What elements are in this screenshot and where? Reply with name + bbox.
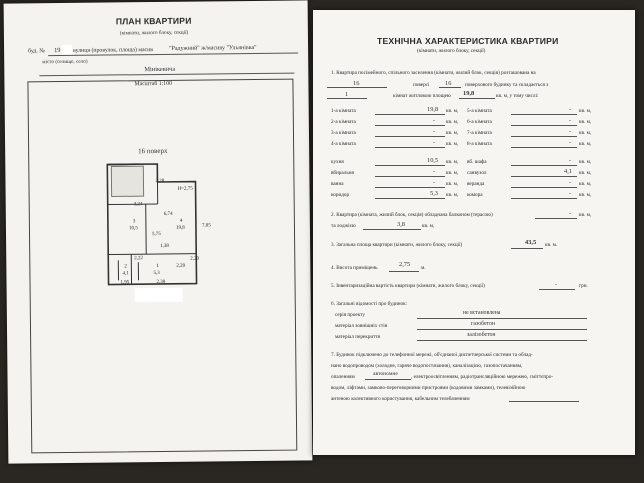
plan-dim: 1,95 [120,280,130,286]
street-label: вулиця (провулок, площа) масив [73,47,153,54]
aux-label: санвузол [467,170,487,176]
room-unit: кв. м, [579,130,592,136]
plan-dim: 6,74 [163,211,173,217]
plan-title: ПЛАН КВАРТИРИ [115,15,192,27]
aux-value: - [433,179,436,186]
s6-label: матеріал зовнішніх стін [335,323,388,329]
aux-unit: кв. м, [579,181,592,187]
s6-value: не встановлена [463,310,501,316]
s7-line5-underline [509,401,579,402]
plan-room: 4 [179,218,183,224]
room-label: 1-а кімната [331,108,356,114]
s3-line [511,248,543,249]
plan-subtitle: (кімнати, жилого блоку, секції) [119,29,189,37]
s1-area-line [459,98,495,99]
room-value: - [569,117,572,124]
plan-room-area: 10,5 [128,226,138,232]
redaction [135,288,183,303]
room-value: - [569,139,572,146]
aux-value: 4,1 [564,168,572,175]
s6-line [417,340,587,341]
s3-text: 3. Загальна площа квартири (кімнати, жилого блоку, секції) [331,242,463,248]
room-line [511,125,577,126]
s2-loggia-label: та лоджією [331,223,356,229]
room-line [511,136,577,137]
plan-room: 1 [156,263,159,270]
room-unit: кв. м, [446,130,459,136]
room-line [375,147,445,148]
s1-floor: 16 [353,80,360,87]
s7-line1: 7. Будинок підключено до телефонної мережі, об'єднаної диспетчерської системи та облад- [331,352,533,358]
s5-value: - [555,281,558,288]
aux-unit: кв. м, [446,159,459,165]
s7-line3b: , електроосвітленням, радіотрансляційною мережею, сміттєпро- [411,374,554,380]
s6-label: матеріал перекриття [335,334,380,340]
city-value: Мінікевича [144,65,176,74]
aux-value: - [569,179,572,186]
s2-balcony-line [535,218,577,219]
aux-line [511,165,577,166]
plan-dim: 2,39 [156,279,166,286]
city-label: місто (селище, село) [42,58,88,66]
aux-unit: кв. м, [446,181,459,187]
plan-dim: 2,20 [190,256,200,262]
plan-dim: 2,20 [176,263,186,269]
aux-label: вбиральня [331,170,354,176]
aux-line [511,176,577,177]
room-label: 7-а кімната [467,130,492,136]
room-unit: кв. м, [579,141,592,147]
s1-floors-line [439,87,461,88]
s1-rooms-label: кімнат житловою площею [393,93,451,99]
s1-area-label: кв. м, у тому числі: [496,93,539,99]
aux-value: - [569,157,572,164]
aux-line [511,198,577,199]
aux-label: комора [467,192,483,198]
aux-unit: кв. м, [579,192,592,198]
tech-subtitle: (кімнати, жилого блоку, секції) [417,48,486,54]
plan-room-area: 4,1 [122,271,129,277]
room-value: - [569,128,572,135]
s6-line [417,329,587,330]
s5-text: 5. Інвентаризаційна вартість квартири (кімнати, жилого блоку, секції) [331,283,485,289]
s5-line [539,289,575,290]
s6-value: залізобетон [467,332,496,338]
s1-floor-label: поверсі [413,82,430,88]
s7-heating-line [365,379,411,380]
room-unit: кв. м, [446,119,459,125]
room-unit: кв. м, [579,119,592,125]
aux-line [375,176,445,177]
s4-unit: м. [421,265,426,271]
plan-room-area: 5,3 [153,270,160,277]
plan-room: 3 [132,219,136,225]
s6-line [417,318,587,319]
aux-value: - [433,168,436,175]
building-number: 19 [54,47,61,55]
s1-floor-line [327,87,387,88]
aux-value: 5,3 [430,190,438,197]
s1-floors: 16 [445,80,452,87]
s3-unit: кв. м. [545,242,558,248]
s6-value: газобетон [471,321,496,327]
s6-label: серія проекту [335,312,365,318]
aux-label: коридор [331,192,350,198]
s1-text: 1. Квартира посімейного, спільного заселення (кімнати, жилий блок, секція) розташована на [331,70,536,76]
redaction [62,45,72,55]
aux-unit: кв. м, [446,170,459,176]
plan-dim: 7,05 [201,223,211,229]
aux-value: - [569,190,572,197]
s7-line4: водом, ліфтами, замково-переговорними пристроями (кодовими замками), телевізійною [331,385,526,391]
aux-line [375,198,445,199]
plan-room-area: 19,8 [175,225,185,231]
s2-unit: кв. м, [579,212,592,218]
floor-label: 16 поверх [138,146,168,156]
aux-unit: кв. м, [579,170,592,176]
s2-loggia-unit: кв. м, [422,223,435,229]
room-value: - [433,117,436,124]
room-value: 19,8 [427,106,439,113]
s2-balcony: - [569,210,572,217]
s2-loggia-line [363,229,421,230]
room-line [511,114,577,115]
aux-label: ванна [331,181,344,187]
s7-heating: автономне [373,371,398,377]
room-line [375,125,445,126]
s7-line5: антеною колективного користування, кабельним телебаченням [331,396,470,402]
s4-text: 4. Висота приміщень [331,265,378,271]
s5-unit: грн. [579,283,588,289]
room-label: 2-а кімната [331,119,356,125]
room-line [375,114,445,115]
scale-label: Масштаб 1:100 [134,80,173,88]
s1-floors-label: поверхового будинку та складається з [465,82,549,88]
room-line [375,136,445,137]
street-value: "Радужний" ж/масиву "Ульянівка" [169,44,257,52]
room-value: - [433,139,436,146]
tech-title: ТЕХНІЧНА ХАРАКТЕРИСТИКА КВАРТИРИ [377,36,559,46]
s7-line3a: опаленням [331,374,355,380]
room-label: 3-а кімната [331,130,356,136]
room-unit: кв. м, [446,108,459,114]
building-number-label: буд. № [28,48,45,55]
room-value: - [569,106,572,113]
plan-dim: 5,75 [152,231,161,238]
aux-unit: кв. м, [579,159,592,165]
room-unit: кв. м, [579,108,592,114]
s2-loggia: 3,8 [397,221,405,228]
aux-line [511,187,577,188]
plan-room: 2 [124,264,127,270]
room-label: 8-а кімната [467,141,492,147]
aux-line [375,187,445,188]
plan-page [4,0,313,463]
s4-line [389,271,419,272]
room-label: 6-а кімната [467,119,492,125]
aux-unit: кв. м, [446,192,459,198]
s4-value: 2,75 [399,261,411,268]
s7-line2: нано водопроводом (холодне, гаряче водопостачання), каналізацією, газопостачанням, [331,363,523,369]
city-underline [39,73,294,77]
s1-rooms: 1 [345,91,349,98]
room-unit: кв. м, [446,141,459,147]
s1-rooms-line [327,98,367,99]
aux-label: кухня [331,159,344,165]
room-value: - [433,128,436,135]
plan-dim: 3,28 [155,178,165,185]
s1-area: 19,8 [463,90,475,97]
room-label: 5-а кімната [467,108,492,114]
s3-value: 43,5 [525,239,537,246]
s6-text: 6. Загальні відомості про будинок: [331,301,408,307]
s2-text: 2. Квартира (кімната, жилий блок, секція) обладнана балконом (терасою) [331,212,493,218]
tech-page [313,10,635,455]
room-line [511,147,577,148]
plan-dim: 2,22 [134,256,144,262]
plan-dim: 3,24 [133,202,143,208]
plan-height: Н=2,75 [177,186,193,192]
plan-dim: 1,38 [160,243,169,249]
aux-line [375,165,445,166]
aux-label: вб. шафа [467,159,487,165]
aux-value: 10,5 [427,157,439,164]
room-label: 4-а кімната [331,141,356,147]
aux-label: веранда [467,181,485,187]
